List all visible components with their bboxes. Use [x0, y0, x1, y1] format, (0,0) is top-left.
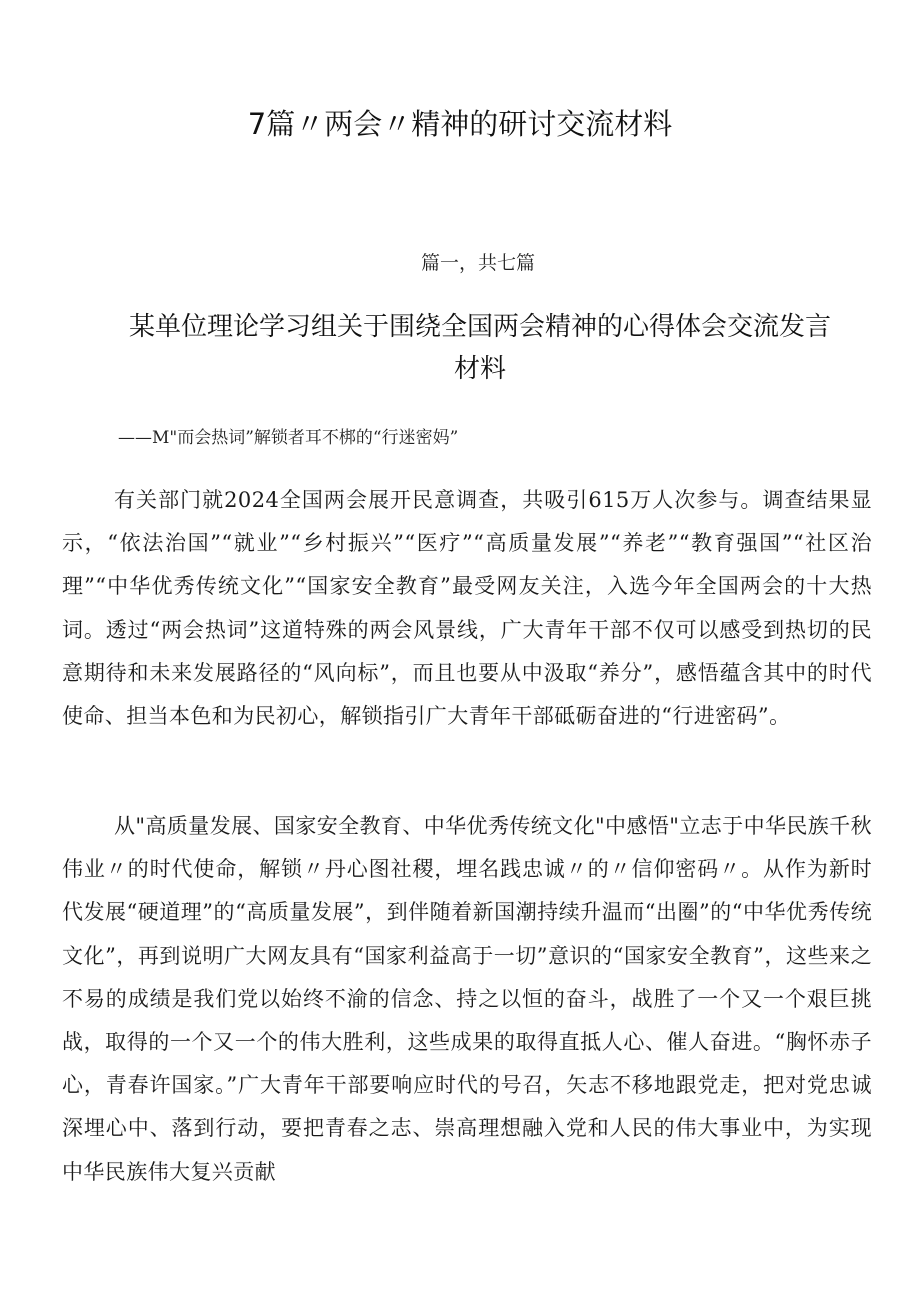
article-title: 某单位理论学习组关于围绕全国两会精神的心得体会交流发言材料 — [128, 312, 831, 384]
section-label: 篇一，共七篇 — [420, 252, 535, 274]
body-paragraph: 从"高质量发展、国家安全教育、中华优秀传统文化"中感悟"立志于中华民族千秋伟业〃的时代使命，解锁〃丹心图社稷，埋名践忠诚〃的〃信仰密码〃。从作为新时代发展“硬道理”的“高质量发展”，到伴随着新国潮持续升温而“出圈”的“中华优秀传统文化”，再到说明广大网友具有“国家利益高于一切”意识的“国家安全教育”，这些来之不易的成绩是我们党以始终不渝的信念、持之以恒的奋斗，战胜了一个又一个艰巨挑战，取得的一个又一个的伟大胜利，这些成果的取得直抵人心、催人奋进。“胸怀赤子心，青春许国家。”广大青年干部要响应时代的号召，矢志不移地跟党走，把对党忠诚深埋心中、落到行动，要把青春之志、崇高理想融入党和人民的伟大事业中，为实现中华民族伟大复兴贡献 — [62, 814, 872, 1184]
document-title: 7篇〃两会〃精神的研讨交流材料 — [247, 107, 673, 141]
article-subtitle: ——M"而会热词”解锁者耳不梆的“行迷密妈” — [118, 428, 459, 448]
body-paragraph: 有关部门就2024全国两会展开民意调查，共吸引615万人次参与。调查结果显示，“依法治国”“就业”“乡村振兴”“医疗”“高质量发展”“养老”“教育强国”“社区治理”“中华优秀传统文化”“国家安全教育”最受网友关注，入选今年全国两会的十大热词。透过“两会热词”这道特殊的两会风景线，广大青年干部不仅可以感受到热切的民意期待和未来发展路径的“风向标”，而且也要从中汲取“养分”，感悟蕴含其中的时代使命、担当本色和为民初心，解锁指引广大青年干部砥砺奋进的“行进密码”。 — [62, 488, 872, 729]
